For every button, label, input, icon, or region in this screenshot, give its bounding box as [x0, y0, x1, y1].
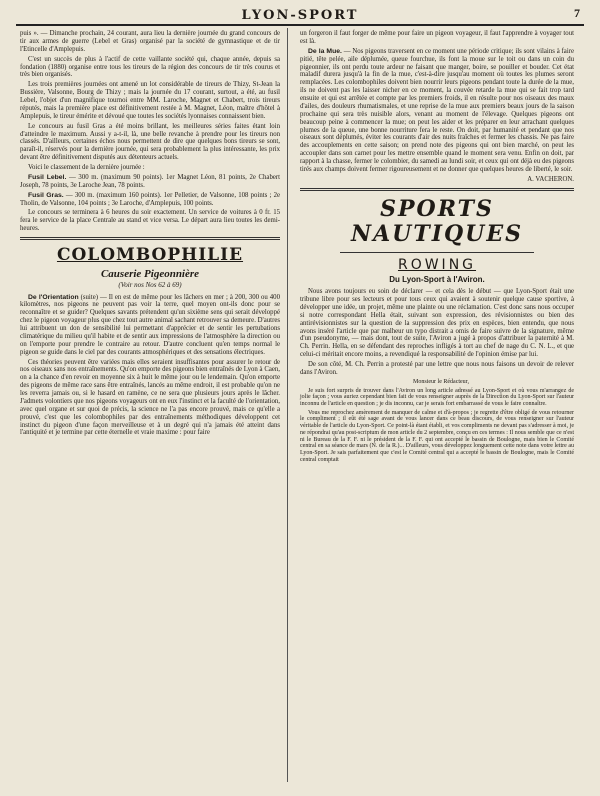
- subsection-title: ROWING: [397, 256, 477, 273]
- journal-title: LYON-SPORT: [241, 8, 359, 23]
- paragraph: [300, 48, 574, 174]
- result-label: Fusil Lebel.: [28, 173, 67, 181]
- paragraph: Le concours au fusil Gras a été moins brillant, les meilleures séries faites étant loin d'atteindre le maximum. Aussi y a-t-il, là, une belle revanche à prendre pour les tireurs non classés. D'ailleurs, certaines échos nous permettent de dire que quelques bons tireurs se sont, paraît-il, réservés pour la dernière journée, qui sera probablement la plus intéressante, les prix devant être définitivement disputés aux détenteurs actuels.: [20, 122, 280, 162]
- article-title: Du Lyon-Sport à l'Aviron.: [389, 274, 485, 284]
- letter-salutation: Monsieur le Rédacteur,: [413, 378, 469, 385]
- result-text: — 300 m. (maximum 160 points). 1er Pelletier, de Valsonne, 108 points ; 2e Tholin, de Valsonne, 104 points ; 3e Laroche, d'Amplepuis, 100 points.: [20, 191, 280, 207]
- article-title: Causerie Pigeonnière: [100, 267, 200, 280]
- result-lebel: [20, 174, 280, 190]
- paragraph-label: De la Mue.: [308, 47, 342, 55]
- section-rule: [20, 237, 280, 240]
- letter-paragraph: Vous me reprochez amèrement de manquer de calme et d'à-propos ; je regrette d'être obligé de vous retourner le compliment ; il eût été sage avant de vous lancer dans ce beau discours, de vous renseigner sur l'auteur véritable de l'article du Lyon-Sport. Ce point-là étant établi, et vos compliments ne devant pas s'adresser à moi, je ne répondrai qu'au post-scriptum de mon article du 2 septembre, conçu en ces termes : Il nous semble que ce n'est ni le Bureau de la F. F. ni le président de la F. F. qui ont accepté le bassin de Boulogne, mais bien le Comité central en sa séance de mars (N. de la R.)... D'ailleurs, vous développez longuement cette note dans votre lettre au Lyon-Sport. Je sais parfaitement que c'est le Comité central qui a accepté le bassin de Boulogne, mais le Comité central comptait: [300, 409, 574, 463]
- paragraph: [20, 294, 280, 357]
- paragraph: De son côté, M. Ch. Perrin a protesté par une lettre que nous nous faisons un devoir de relever dans l'Aviron.: [300, 361, 574, 376]
- paragraph: Ces théories peuvent être variées mais elles seraient insuffisantes pour assurer le retour de nos oiseaux sans nos entraînements. Qu'on emporte des pigeons bien entraînés de Lyon à Caen, on a la chance d'en revoir en moyenne six à huit le même jour ou le lendemain. Qu'on emporte des pigeons de même race sans être entraînés, lancés au même endroit, il est probable qu'on ne les reverra jamais ou, si le hasard en ramène, ce ne sera que plusieurs jours après le lâcher. J'admets volontiers que nos pigeons voyageurs ont en eux l'instinct et la faculté de l'orientation, avec quel organe et sur quoi de précis, la science ne l'a pas encore prouvé, mais ce qu'elle a prouvé, c'est que les colombophiles par des entraînements méthodiques développent cet instinct du pigeon d'une façon merveilleuse et à un degré qui n'a jamais été atteint dans l'antiquité et je termine par cette éternelle et vraie maxime : pour faire: [20, 358, 280, 437]
- divider: [340, 252, 534, 253]
- right-column: [300, 30, 574, 780]
- result-text: — 300 m. (maximum 90 points). 1er Magnet Léon, 81 points, 2e Chabert Joseph, 78 points, 3e Laroche Jean, 78 points.: [20, 173, 281, 189]
- left-column: [20, 30, 280, 780]
- paragraph: puis ». — Dimanche prochain, 24 courant, aura lieu la dernière journée du grand concours de tir aux armes de guerre (Lebel et Gras) organisé par la société de gymnastique et de tir l'Etincelle d'Amplepuis.: [20, 30, 280, 53]
- paragraph: Le concours se terminera à 6 heures du soir exactement. Un service de voitures à 0 fr. 15 fera le service de la place Centrale au stand et vice versa. Le départ aura lieu toutes les demi-heures.: [20, 209, 280, 233]
- result-gras: [20, 192, 280, 208]
- column-divider: [287, 28, 288, 782]
- paragraph: Les trois premières journées ont amené un lot considérable de tireurs de Thizy, St-Jean la Bussière, Valsonne, Bourg de Thizy ; mais la journée du 17 courant, surtout, a été, au fusil Lebel, l'objet d'un magnifique tournoi entre MM. Laroche, Magnet et Chabert, trois tireurs réputés, mais la première place est définitivement restée à M. Magnet, Léon, maître d'hôtel à Amplepuis, le tireur émérite et dévoué que toutes les sociétés lyonnaises connaissent bien.: [20, 81, 280, 120]
- paragraph: C'est un succès de plus à l'actif de cette vaillante société qui, chaque année, depuis sa fondation (1880) organise entre tous les tireurs de la région des concours de tir très courus et très bien organisés.: [20, 55, 280, 79]
- section-rule: [300, 188, 574, 191]
- result-label: Fusil Gras.: [28, 191, 64, 199]
- paragraph-label: De l'Orientation: [28, 293, 79, 301]
- paragraph: Nous avons toujours eu soin de déclarer — et cela dès le début — que Lyon-Sport était une tribune libre pour ses lecteurs et pour tous ceux qui avaient à soutenir quelque cause sportive, à développer une idée, un projet, même une plainte ou une réclamation. C'est donc sans nous occuper si notre correspondant Hella était, suivant son expression, des révisionnistes ou bien des antirévisionnistes sur la question de la suppression des prix en espèces, bien entendu, que nous avons inséré l'article que par malheur un typo distrait a omis de faire suivre de la signature, même d'un pseudonyme, — mais dont, tout de suite, l'Aviron a jugé à propos d'attribuer la paternité à M. Ch. Perrin. Hella, en se défendant des reproches infligés à tort au chef de nage du C. N. L., et que celui-ci méritait encore moins, a revendiqué la responsabilité de l'opinion émise par lui.: [300, 288, 574, 359]
- page-number: 7: [574, 6, 580, 20]
- paragraph-text: (suite) — Il en est de même pour les lâchers en mer ; à 200, 300 ou 400 kilomètres, nos pigeons ne peuvent pas voir la terre, quel moyen ont-ils donc pour se reconnaître et se guider? Quelques savants prétendent qu'un sixième sens qui serait développé chez le pigeon voyageur plus que chez tout autre animal sachant retrouver sa demeure. D'autres lui attribuent un don de sensibilité lui permettant d'apprécier et de sentir les pertubations climatérique du milieu qu'il habite et de sentir aux impressions de l'atmosphère la direction ou on l'emporte pour prendre le contraire au retour. D'autre concluent qu'en temps normal le pigeon se guide dans le ciel par des courants atmosphériques et des sensations électriques.: [20, 293, 280, 356]
- paragraph: Voici le classement de la dernière journée :: [28, 164, 145, 171]
- header-rule: [16, 24, 584, 26]
- section-banner-sports-nautiques: SPORTS NAUTIQUES: [350, 195, 524, 248]
- article-reference: (Voir nos Nos 62 à 69): [118, 281, 182, 290]
- page-header: [0, 6, 600, 24]
- paragraph: un forgeron il faut forger de même pour faire un pigeon voyageur, il faut l'apprendre à voyager tout est là.: [300, 30, 574, 45]
- signature: A. VACHERON.: [527, 175, 574, 183]
- paragraph-text: — Nos pigeons traversent en ce moment une période critique; ils sont vilains à faire pitié, tête pelée, aile déplumée, queue fourchue, ils font la moue sur le toit ou dans un coin du pigeonnier, ils ont perdu toute ardeur ne faisant que manger, boire, se pouiller et bouder. Cet état maladif durera jusqu'à la fin de la mue, c'est-à-dire jusqu'au moment où toutes les plumes seront remplacées. Les colombophiles doivent bien nourrir leurs pigeons pendant toute la durée de la mue, ils ne doivent pas les laisser nicher en ce moment, la couvée retarde la mue qui se fait trop tard ensuite et qui est arrêtée et compte par les premiers froids, il en résulte pour nos oiseaux des maux d'ailes, des douleurs rhumatismales, et une reprise de la mue aux premiers beaux jours de la saison prochaine qui sera très nuisible alors, venant au moment de l'élevage. Quelques pigeons ont beaucoup peine à commencer la mue; on peut les aider et les préparer en leur arrachant quelques plumes de la queue, une bonne nourriture fera le reste. On doit, par humanité et pendant que nos oiseaux sont déplumés, éviter les courants d'air des nuits fraîches et fermer les chassis. Ne pas faire des accouplements en cette saison; on prend note des pigeons qui ont bien marché, on peut les accoupler dans son carnet pour les mettre ensemble quand le moment sera venu. Enfin on doit, par rapport à la chasse, fermer le colombier, du samedi au lundi soir, et ceux qui ont déjà eu des pigeons tirés aux champs doivent fermer rigoureusement et ne donner que quelques heures de liberté, le soir.: [300, 47, 574, 173]
- section-banner-colombophilie: COLOMBOPHILIE: [56, 245, 244, 265]
- letter-paragraph: Je suis fort surpris de trouver dans l'Aviron un long article adressé au Lyon-Sport et où vous m'arrangez de jolie façon ; vous auriez cependant bien fait de vous renseigner auprès de la Direction du Lyon-Sport sur l'auteur inconnu de l'article en question ; je dis inconnu, car je serais fort embarrassé de vous le faire connaître.: [300, 387, 574, 407]
